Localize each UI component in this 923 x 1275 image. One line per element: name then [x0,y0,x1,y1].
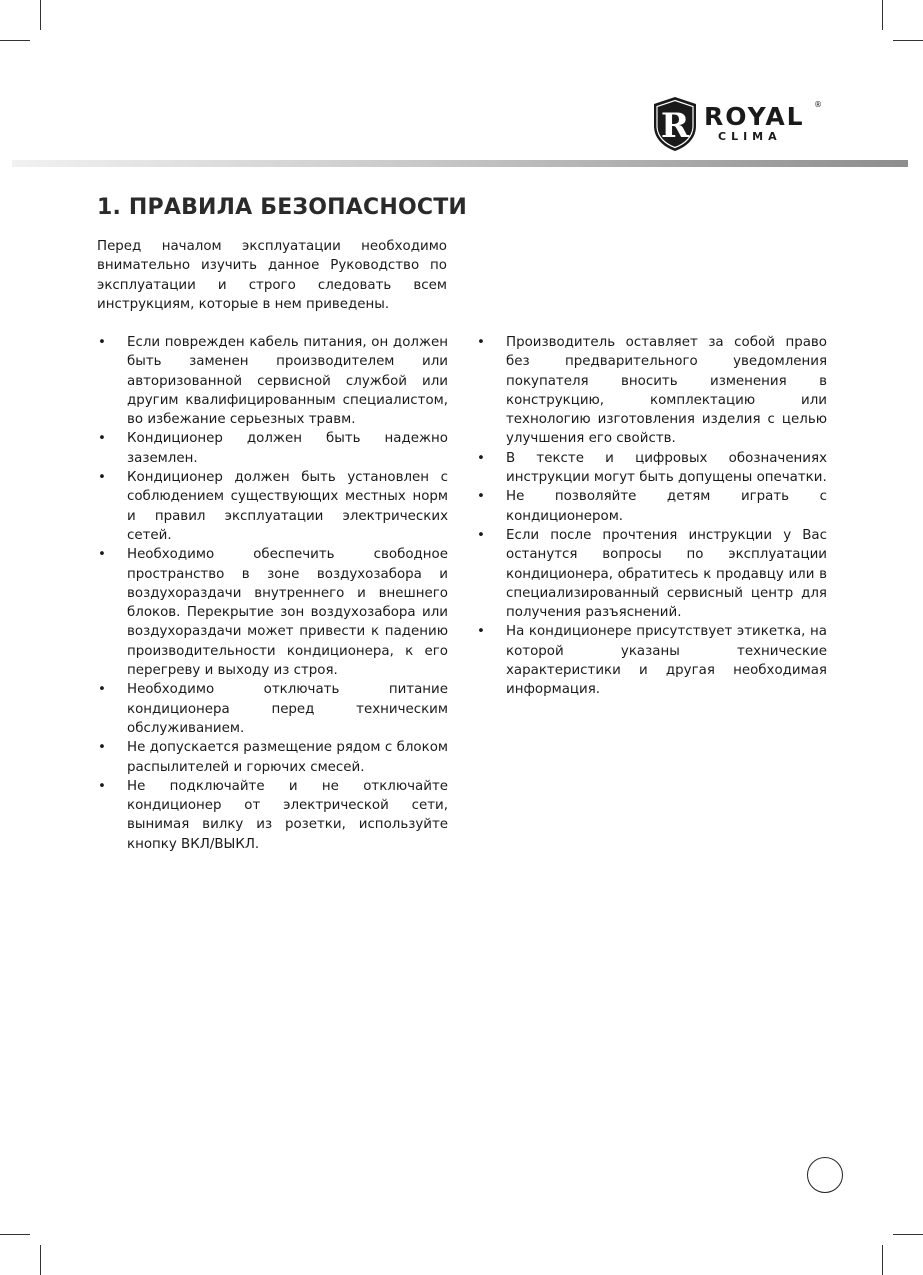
list-item [96,468,448,545]
bullet-icon: • [98,335,106,350]
list-item [96,333,448,429]
bullet-icon: • [477,335,485,350]
crop-mark [0,1234,30,1235]
bullet-icon: • [98,740,106,756]
safety-list-right [475,333,827,700]
crop-mark [40,1245,41,1275]
registered-mark: ® [814,100,822,109]
logo-emblem-letter: R [660,106,690,146]
list-item-text: На кондиционере присутствует этикетка, на которой указаны технические характеристики и другая необходимая информация. [506,624,827,698]
bullet-icon: • [98,682,106,698]
list-item [96,429,448,468]
brand-logo [652,96,827,156]
list-item-text: Кондиционер должен быть установлен с соблюдением существующих местных норм и правил эксплуатации электрических сетей. [127,470,448,543]
logo-wordmark: ROYAL [704,102,805,131]
crop-mark [40,0,41,30]
list-item [96,738,448,777]
list-item-text: Производитель оставляет за собой право без предварительного уведомления покупателя вносить изменения в конструкцию, комплектацию или технологию изготовления изделия с целью улучшения его свойств. [506,335,827,447]
list-item [475,526,827,622]
safety-list-left [96,333,448,854]
list-item-text: Не позволяйте детям играть с кондиционером. [506,489,827,524]
bullet-icon: • [477,489,485,505]
crop-mark [893,40,923,41]
list-item-text: В тексте и цифровых обозначениях инструкции могут быть допущены опечатки. [506,450,827,486]
bullet-icon: • [477,527,485,543]
bullet-icon: • [98,778,106,794]
bullet-icon: • [98,547,106,563]
bullet-icon: • [98,431,106,447]
list-item-text: Не допускается размещение рядом с блоком распылителей и горючих смесей. [127,740,448,775]
bullet-icon: • [477,450,485,466]
list-item-text: Если поврежден кабель питания, он должен быть заменен производителем или авторизованной сервисной службой или другим квалифицированным специалистом, во избежание серьезных травм. [127,335,448,428]
list-item [475,449,827,488]
list-item-text: Если после прочтения инструкции у Вас останутся вопросы по эксплуатации кондиционера, обратитесь к продавцу или в специализированный сервисный центр для получения разъяснений. [506,527,827,621]
bullet-icon: • [98,470,106,486]
shield-icon [652,96,698,152]
list-item-text: Необходимо обеспечить свободное пространство в зоне воздухозабора и воздухораздачи внутреннего и внешнего блоков. Перекрытие зон воздухозабора или воздухораздачи может привести к падению производительности кондиционера, к его перегреву и выходу из строя. [127,547,448,679]
list-item [96,777,448,854]
crop-mark [882,0,883,30]
bullet-icon: • [477,624,485,640]
list-item [96,545,448,680]
list-item-text: Кондиционер должен быть надежно заземлен. [127,431,448,466]
crop-mark [893,1234,923,1235]
intro-paragraph: Перед началом эксплуатации необходимо внимательно изучить данное Руководство по эксплуатации и строго следовать всем инструкциям, которые в нем приведены. [97,239,447,312]
header-divider [12,160,908,167]
logo-subtitle: CLIMA [718,130,782,143]
list-item-text: Необходимо отключать питание кондиционера перед техническим обслуживанием. [127,682,448,736]
list-item [475,622,827,699]
list-item [475,487,827,526]
section-title: 1. ПРАВИЛА БЕЗОПАСНОСТИ [97,195,468,220]
page-number-circle [807,1157,843,1193]
crop-mark [0,40,30,41]
list-item [475,333,827,449]
list-item-text: Не подключайте и не отключайте кондиционер от электрической сети, вынимая вилку из розетки, используйте кнопку ВКЛ/ВЫКЛ. [127,778,448,852]
list-item [96,680,448,738]
crop-mark [882,1245,883,1275]
